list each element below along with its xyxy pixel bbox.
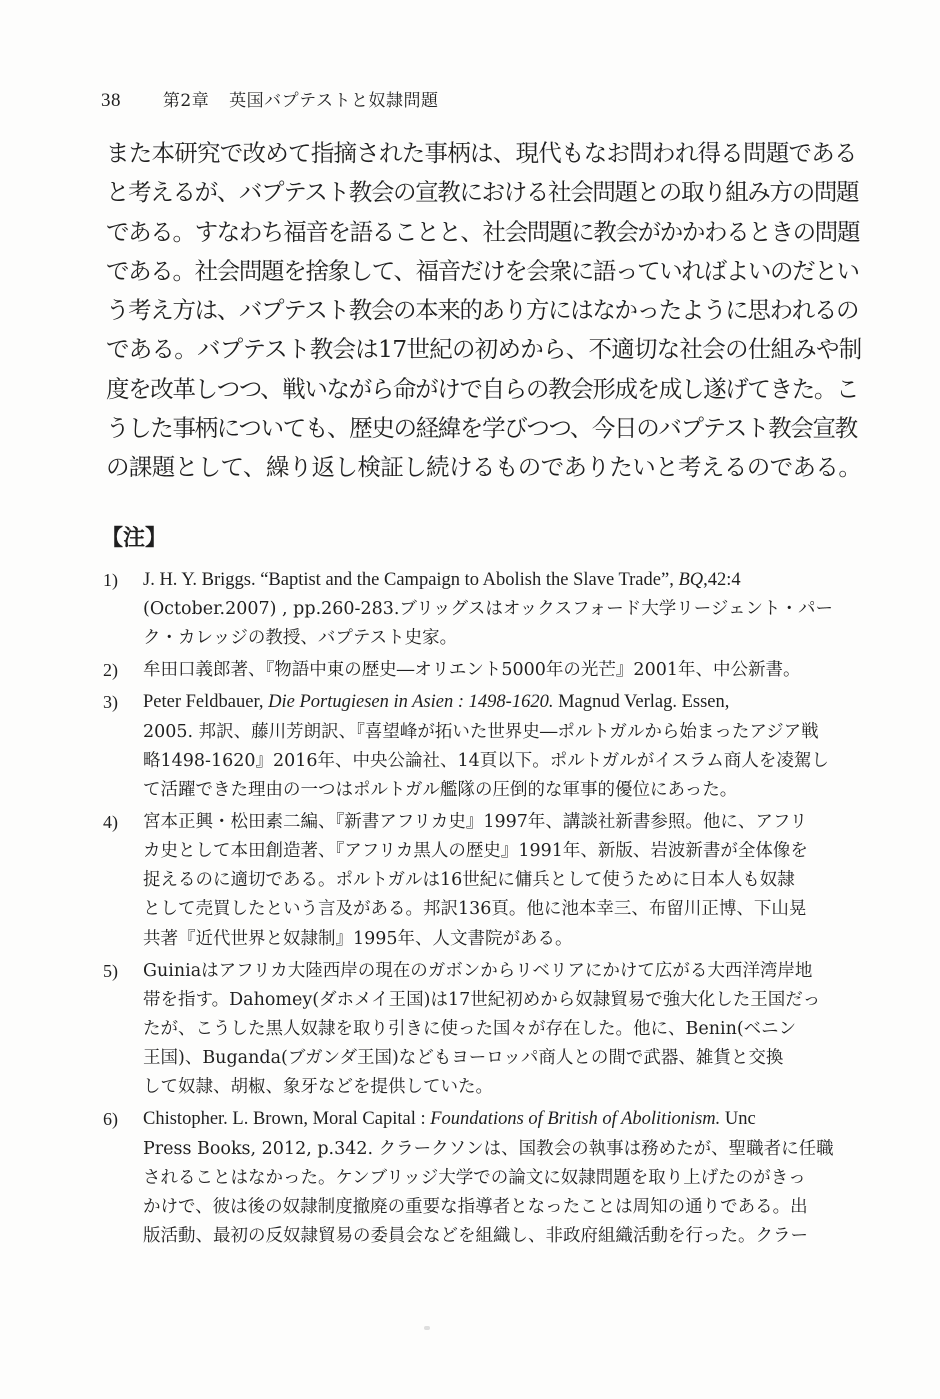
note-text: Peter Feldbauer, xyxy=(143,692,269,713)
note-line xyxy=(143,688,861,717)
note-item xyxy=(101,1105,861,1251)
note-item xyxy=(101,656,861,685)
body-line: である。バプテスト教会は17世紀の初めから、不適切な社会の仕組みや制 xyxy=(106,335,862,364)
note-line xyxy=(143,566,861,595)
note-text: ,42:4 xyxy=(703,570,741,590)
chapter-label: 第2章 xyxy=(162,91,210,111)
note-line: 共著『近代世界と奴隷制』1995年、人文書院がある。 xyxy=(143,928,573,949)
note-item xyxy=(101,566,861,654)
note-line: 王国)、Buganda(ブガンダ王国)などもヨーロッパ商人との間で武器、雑貨と交換 xyxy=(143,1048,784,1069)
page-number: 38 xyxy=(101,90,121,111)
note-line: て活躍できた理由の一つはポルトガル艦隊の圧倒的な軍事的優位にあった。 xyxy=(143,779,738,800)
chapter-title: 英国バプテストと奴隷問題 xyxy=(229,91,439,111)
body-line: 度を改革しつつ、戦いながら命がけで自らの教会形成を成し遂げてきた。こ xyxy=(106,374,859,403)
note-text: Chistopher. L. Brown, Moral Capital : xyxy=(143,1109,431,1130)
note-item xyxy=(101,957,861,1103)
body-line: また本研究で改めて指摘された事柄は、現代もなお問われ得る問題である xyxy=(106,139,857,167)
note-line xyxy=(143,1105,861,1134)
body-line: と考えるが、バプテスト教会の宣教における社会問題との取り組み方の問題 xyxy=(106,178,859,207)
note-line: 捉えるのに適切である。ポルトガルは16世紀に傭兵として使うために日本人も奴隷 xyxy=(143,870,795,891)
note-text: Magnud Verlag. Essen, xyxy=(553,692,730,713)
note-line: として売買したという言及がある。邦訳136頁。他に池本幸三、布留川正博、下山晃 xyxy=(143,899,807,920)
notes-list xyxy=(101,566,861,1254)
note-line: 宮本正興・松田素二編、『新書アフリカ史』1997年、講談社新書参照。他に、アフリ xyxy=(143,811,808,832)
note-text: Unc xyxy=(720,1109,756,1130)
note-line: Guiniaはアフリカ大陸西岸の現在のガボンからリベリアにかけて広がる大西洋湾岸地 xyxy=(143,960,813,981)
note-number: 1) xyxy=(103,570,118,590)
note-line: 略1498-1620』2016年、中央公論社、14頁以下。ポルトガルがイスラム商人を凌駕し xyxy=(143,750,829,771)
paper-speck xyxy=(424,1326,430,1330)
note-italic-text: Die Portugiesen in Asien : 1498-1620. xyxy=(268,692,554,713)
body-line: う考え方は、バプテスト教会の本来的あり方にはなかったように思われるの xyxy=(106,296,859,325)
note-number: 5) xyxy=(103,960,118,981)
note-line: 帯を指す。Dahomey(ダホメイ王国)は17世紀初めから奴隷貿易で強大化した王国だっ xyxy=(143,989,821,1010)
note-item xyxy=(101,808,861,954)
note-line: 2005. 邦訳、藤川芳朗訳、『喜望峰が拓いた世界史―ポルトガルから始まったアジア戦 xyxy=(143,721,819,742)
note-line: たが、こうした黒人奴隷を取り引きに使った国々が存在した。他に、Benin(ベニン xyxy=(143,1019,797,1039)
note-line: かけで、彼は後の奴隷制度撤廃の重要な指導者となったことは周知の通りである。出 xyxy=(143,1196,808,1217)
note-number: 3) xyxy=(103,692,118,713)
note-line: 版活動、最初の反奴隷貿易の委員会などを組織し、非政府組織活動を行った。クラー xyxy=(143,1226,808,1247)
note-number: 2) xyxy=(103,660,118,681)
note-italic-text: BQ xyxy=(678,570,704,590)
note-line: カ史として本田創造著、『アフリカ黒人の歴史』1991年、新版、岩波新書が全体像を xyxy=(143,841,808,862)
body-line: の課題として、繰り返し検証し続けるものでありたいと考えるのである。 xyxy=(106,453,862,482)
note-number: 6) xyxy=(103,1109,118,1130)
note-item xyxy=(101,688,861,805)
note-line: されることはなかった。ケンブリッジ大学での論文に奴隷問題を取り上げたのがきっ xyxy=(143,1167,806,1188)
note-line: 牟田口義郎著、『物語中東の歴史―オリエント5000年の光芒』2001年、中公新書。 xyxy=(143,660,801,681)
body-line: である。すなわち福音を語ることと、社会問題に教会がかかわるときの問題 xyxy=(106,217,860,246)
note-line: Press Books, 2012, p.342. クラークソンは、国教会の執事は務めたが、聖職者に任職 xyxy=(143,1138,834,1159)
note-line: して奴隷、胡椒、象牙などを提供していた。 xyxy=(143,1077,493,1098)
note-text: J. H. Y. Briggs. “Baptist and the Campaign to Abolish the Slave Trade”, xyxy=(143,570,679,590)
running-head xyxy=(101,90,438,112)
note-number: 4) xyxy=(103,811,118,832)
body-line: うした事柄についても、歴史の経緯を学びつつ、今日のバプテスト教会宣教 xyxy=(106,414,857,443)
note-line: (October.2007) , pp.260-283.ブリッグスはオックスフォード大学リージェント・パー xyxy=(143,599,834,620)
notes-heading: 【注】 xyxy=(101,525,168,551)
note-italic-text: Foundations of British of Abolitionism. xyxy=(430,1109,721,1130)
note-line: ク・カレッジの教授、バプテスト史家。 xyxy=(143,628,458,649)
body-paragraph xyxy=(106,134,860,488)
body-line: である。社会問題を捨象して、福音だけを会衆に語っていればよいのだとい xyxy=(106,256,859,285)
